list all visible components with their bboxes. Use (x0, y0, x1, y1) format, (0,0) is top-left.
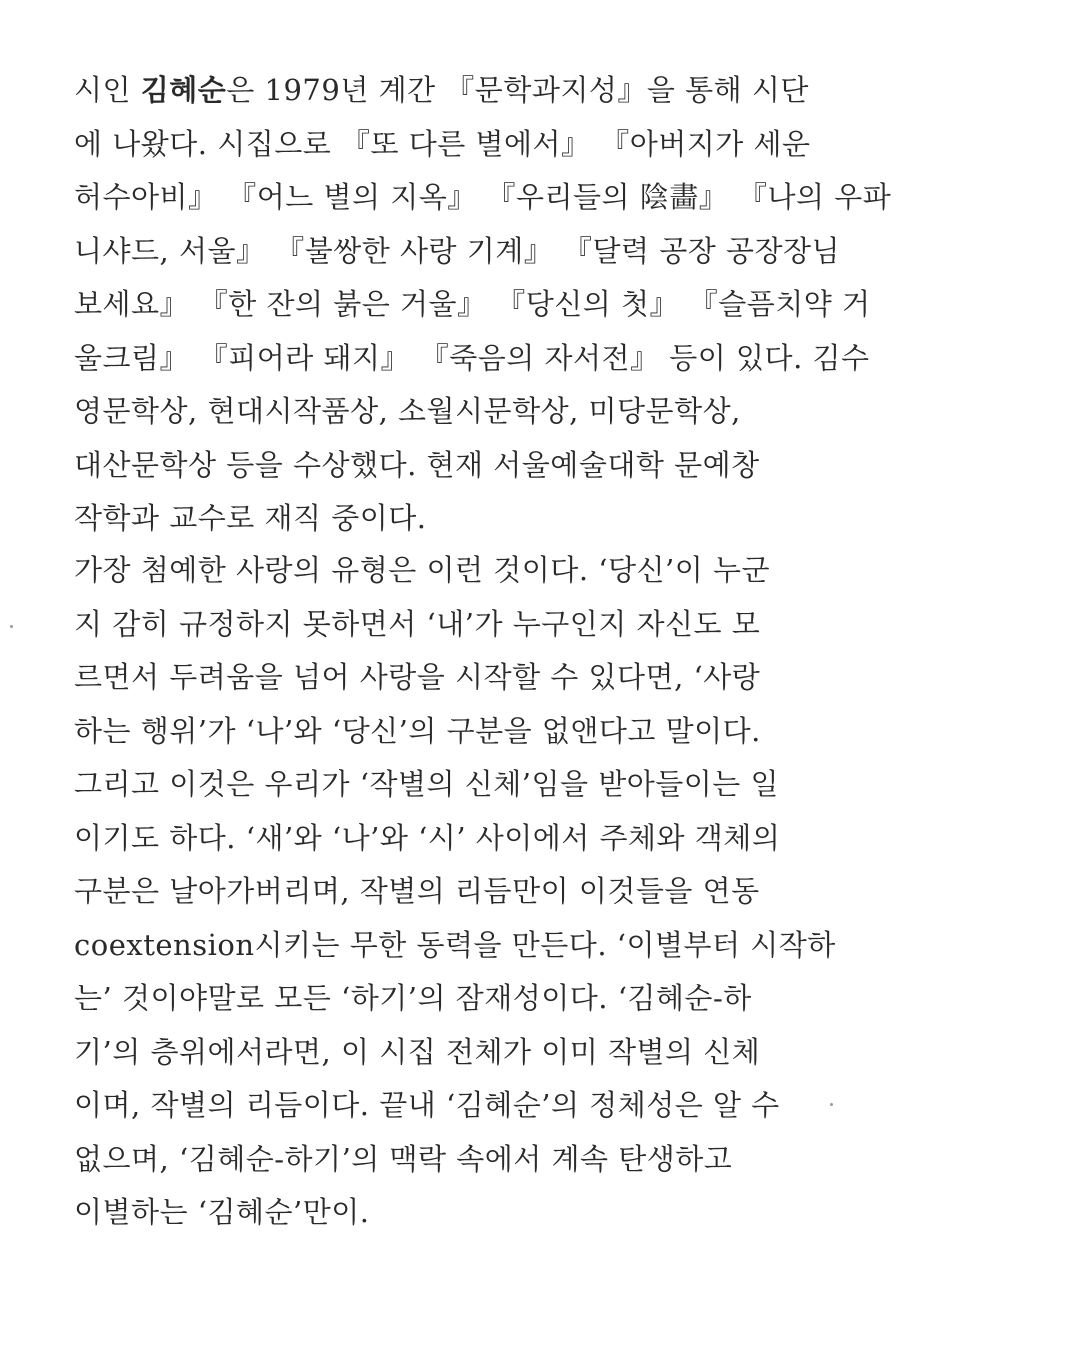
bio-line: 니샤드, 서울』 『불쌍한 사랑 기계』 『달력 공장 공장장님 (74, 233, 841, 268)
bio-line: 보세요』 『한 잔의 붉은 거울』 『당신의 첫』 『슬픔치약 거 (74, 287, 871, 321)
scan-speck (10, 625, 13, 628)
essay-paragraph (74, 548, 836, 1244)
bio-line (74, 68, 809, 122)
essay-line: 이며, 작별의 리듬이다. 끝내 ‘김혜순’의 정체성은 알 수 (74, 1088, 780, 1122)
essay-line: 이별하는 ‘김혜순’만이. (74, 1195, 370, 1229)
bio-line-prefix: 시인 (74, 73, 141, 107)
essay-line: 기’의 층위에서라면, 이 시집 전체가 이미 작별의 신체 (74, 1034, 761, 1069)
essay-line: 없으며, ‘김혜순-하기’의 맥락 속에서 계속 탄생하고 (74, 1141, 733, 1176)
bio-line: 대산문학상 등을 수상했다. 현재 서울예술대학 문예창 (74, 447, 760, 482)
bio-line: 울크림』 『피어라 돼지』 『죽음의 자서전』 등이 있다. 김수 (74, 340, 870, 375)
essay-line: 르면서 두려움을 넘어 사랑을 시작할 수 있다면, ‘사랑 (74, 660, 761, 694)
essay-line: 는’ 것이야말로 모든 ‘하기’의 잠재성이다. ‘김혜순-하 (74, 981, 752, 1015)
essay-line: 지 감히 규정하지 못하면서 ‘내’가 누구인지 자신도 모 (74, 606, 761, 641)
author-bio (74, 68, 892, 550)
essay-line: 구분은 날아가버리며, 작별의 리듬만이 이것들을 연동 (74, 874, 760, 908)
essay-line: 가장 첨예한 사랑의 유형은 이런 것이다. ‘당신’이 누군 (74, 553, 770, 587)
essay-line: 하는 행위’가 ‘나’와 ‘당신’의 구분을 없앤다고 말이다. (74, 713, 761, 748)
poet-name: 김혜순 (140, 73, 227, 107)
scan-speck (830, 1103, 833, 1106)
bio-line: 영문학상, 현대시작품상, 소월시문학상, 미당문학상, (74, 394, 741, 428)
essay-line: coextension시키는 무한 동력을 만든다. ‘이별부터 시작하 (74, 927, 836, 962)
bio-line: 에 나왔다. 시집으로 『또 다른 별에서』 『아버지가 세운 (74, 126, 811, 161)
essay-line: 그리고 이것은 우리가 ‘작별의 신체’임을 받아들이는 일 (74, 767, 780, 801)
essay-line: 이기도 하다. ‘새’와 ‘나’와 ‘시’ 사이에서 주체와 객체의 (74, 820, 781, 855)
bio-line: 허수아비』 『어느 별의 지옥』 『우리들의 陰畵』 『나의 우파 (74, 180, 892, 214)
bio-line-suffix: 은 1979년 계간 『문학과지성』을 통해 시단 (226, 73, 809, 107)
bio-line: 작학과 교수로 재직 중이다. (74, 501, 427, 535)
